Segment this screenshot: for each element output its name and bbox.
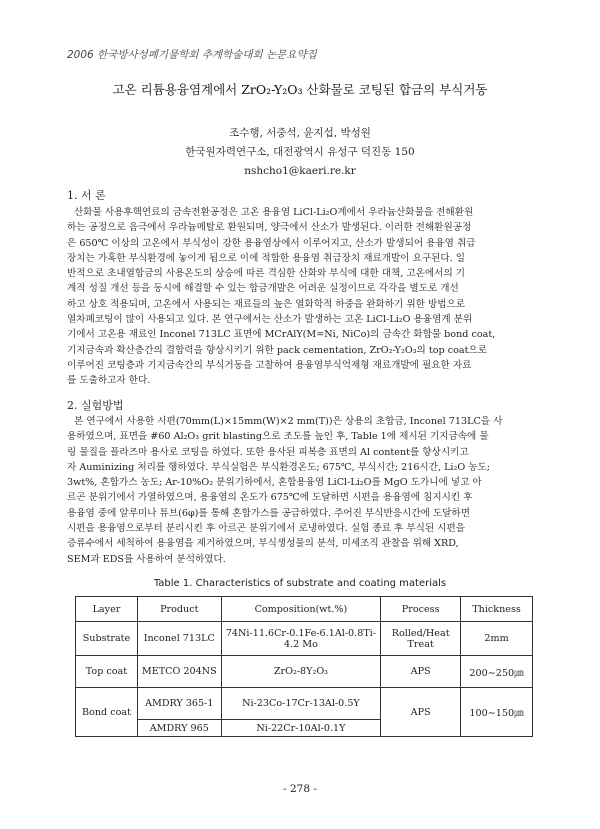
text-line: 링 물질을 플라즈마 용사로 코팅을 하였다. 또한 용사된 피복층 표면의 Al content를 향상시키고 [67, 446, 469, 458]
header-cell: Layer [76, 597, 138, 622]
section-2-body [67, 414, 535, 567]
table-cell: Rolled/Heat Treat [381, 622, 461, 656]
text-line: 증류수에서 세척하여 용융염을 제거하였으며, 부식생성물의 분석, 미세조직 관찰을 위해 XRD, [67, 538, 459, 550]
header-cell: Thickness [461, 597, 533, 622]
text-line: 자 Auminizing 처리를 행하였다. 부식실험은 부식환경온도; 675℃, 부식시간; 216시간, Li₂O 농도; [67, 461, 491, 473]
text-line: 장치는 가혹한 부식환경에 놓이게 됨으로 이에 적합한 용융염 취급장치 재료개발이 요구된다. 일 [67, 252, 466, 264]
text-line: 용하였으며, 표면을 #60 Al₂O₃ grit blasting으로 조도를 높인 후, Table 1에 제시된 기지금속에 물 [67, 431, 489, 443]
author-block [0, 124, 600, 181]
table-cell: ZrO₂-8Y₂O₃ [221, 656, 381, 688]
header-cell: Process [381, 597, 461, 622]
table-cell: APS [381, 656, 461, 688]
table-row [76, 688, 533, 720]
author-email[interactable]: nshcho1@kaeri.re.kr [244, 165, 356, 177]
text-line: 하고 상호 적용되며, 고온에서 사용되는 재료들의 높은 열화학적 하중을 완화하기 위한 방법으로 [67, 298, 466, 310]
text-line: 르곤 분위기에서 가열하였으며, 용융염의 온도가 675℃에 도달하면 시편을 용융염에 침지시킨 후 [67, 492, 473, 504]
author-names: 조수행, 서중석, 윤지섭, 박성원 [229, 127, 371, 139]
text-line: 이루어진 코팅층과 기지금속간의 부식거동을 고찰하여 용융염부식억제형 재료개발에 필요한 자료 [67, 359, 472, 371]
text-line: 반적으로 초내열합금의 사용온도의 상승에 따른 격심한 산화와 부식에 대한 대책, 고온에서의 기 [67, 268, 466, 280]
table-cell: AMDRY 965 [137, 720, 221, 737]
text-line: 시편을 용융염으로부터 분리시킨 후 아르곤 분위기에서 로냉하였다. 실험 종료 후 부식된 시편을 [67, 523, 466, 535]
text-line: 를 도출하고자 한다. [67, 375, 151, 387]
header-cell: Composition(wt.%) [221, 597, 381, 622]
section-1-body [67, 205, 535, 389]
table-caption: Table 1. Characteristics of substrate and coating materials [153, 578, 447, 589]
running-header: 2006 한국방사성폐기물학회 추계학술대회 논문요약집 [67, 49, 317, 61]
table-cell: 100∼150㎛ [461, 688, 533, 737]
section-1-heading: 1. 서 론 [67, 189, 106, 202]
section-2-heading: 2. 실험방법 [67, 399, 124, 412]
table-row [76, 656, 533, 688]
page-number: - 278 - [283, 783, 317, 795]
text-line: 은 650℃ 이상의 고온에서 부식성이 강한 용융염상에서 이루어지고, 산소가 발생되어 용융염 취급 [67, 237, 476, 249]
table-cell: 74Ni-11.6Cr-0.1Fe-6.1Al-0.8Ti-4.2 Mo [221, 622, 381, 656]
table-cell: Top coat [76, 656, 138, 688]
text-line: 계적 성질 개선 등을 동시에 해결할 수 있는 합금개발은 어려운 실정이므로 각각을 별도로 개선 [67, 283, 459, 295]
text-line: 기지금속과 확산층간의 결합력을 향상시키기 위한 pack cementation, ZrO₂-Y₂O₃의 top coat으로 [67, 344, 487, 356]
text-line: 기에서 고온용 재료인 Inconel 713LC 표면에 MCrAlY(M=Ni, NiCo)의 금속간 화합물 bond coat, [67, 329, 496, 341]
table-cell: APS [381, 688, 461, 737]
author-affiliation: 한국원자력연구소, 대전광역시 유성구 덕진동 150 [185, 146, 415, 158]
paper-title: 고온 리튬용융염계에서 ZrO₂-Y₂O₃ 산화물로 코팅된 합금의 부식거동 [112, 82, 488, 97]
table-cell: 200∼250㎛ [461, 656, 533, 688]
table-cell: Substrate [76, 622, 138, 656]
header-cell: Product [137, 597, 221, 622]
table-cell: 2mm [461, 622, 533, 656]
text-line: SEM과 EDS를 사용하여 분석하였다. [67, 553, 226, 565]
materials-table [75, 596, 533, 737]
text-line: 본 연구에서 사용한 시편(70mm(L)×15mm(W)×2 mm(T))은 상용의 초합금, Inconel 713LC을 사 [74, 416, 503, 427]
table-cell: Inconel 713LC [137, 622, 221, 656]
table-cell: Ni-22Cr-10Al-0.1Y [221, 720, 381, 737]
text-line: 3wt%, 혼합가스 농도; Ar-10%O₂ 분위기하에서, 혼합용융염 LiCl-Li₂O를 MgO 도가니에 넣고 아 [67, 477, 482, 489]
text-line: 산화물 사용후핵연료의 금속전환공정은 고온 용융염 LiCl-Li₂O계에서 우라늄산화물을 전해환원 [74, 207, 474, 218]
text-line: 용융염 중에 알루미나 튜브(6φ)를 통해 혼합가스를 공급하였다. 주어진 부식반응시간에 도달하면 [67, 507, 470, 519]
table-cell: METCO 204NS [137, 656, 221, 688]
table-cell: Bond coat [76, 688, 138, 737]
table-cell: AMDRY 365-1 [137, 688, 221, 720]
table-cell: Ni-23Co-17Cr-13Al-0.5Y [221, 688, 381, 720]
table-row [76, 622, 533, 656]
text-line: 열차폐코팅이 많이 사용되고 있다. 본 연구에서는 산소가 발생하는 고온 LiCl-Li₂O 용융염계 분위 [67, 314, 473, 326]
table-header-row [76, 597, 533, 622]
text-line: 하는 공정으로 음극에서 우라늄메탈로 환원되며, 양극에서 산소가 발생된다. 이러한 전해환원공정 [67, 222, 472, 234]
